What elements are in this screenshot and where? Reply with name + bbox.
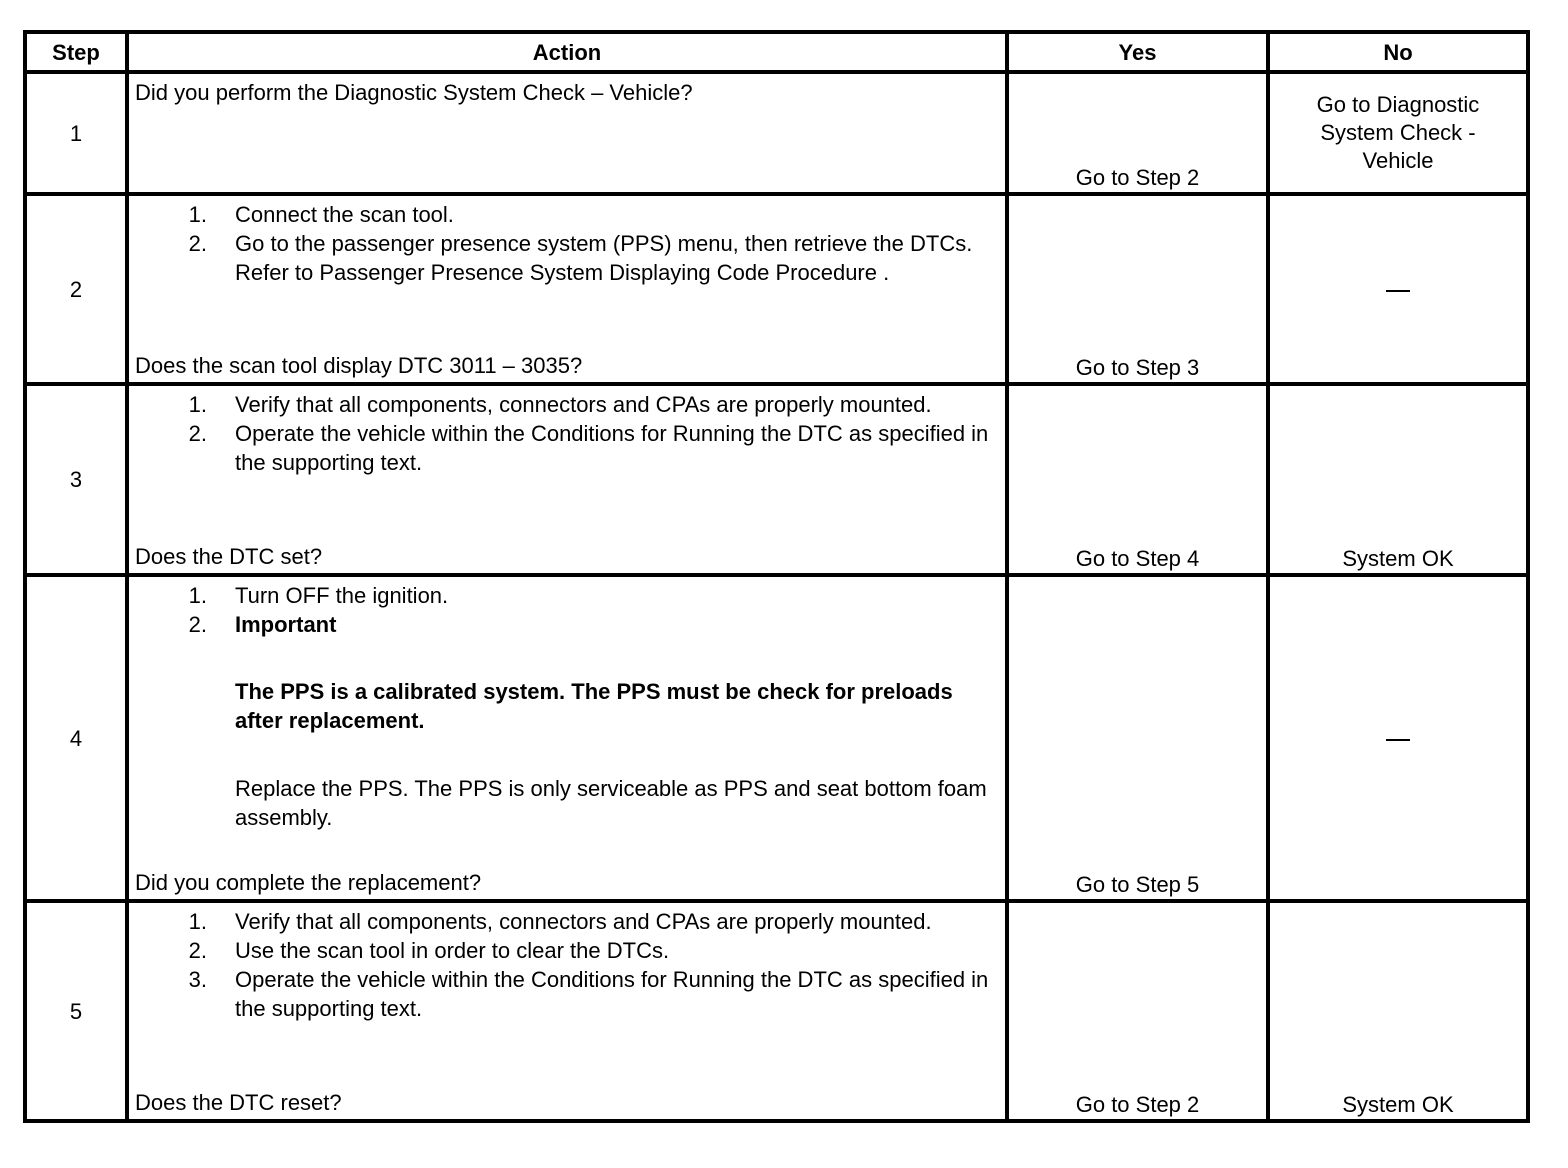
no-cell <box>1268 575 1528 901</box>
dash-icon <box>1386 739 1410 741</box>
yes-cell: Go to Step 4 <box>1007 384 1268 575</box>
action-list <box>135 390 999 477</box>
header-action: Action <box>127 32 1007 72</box>
table-row <box>25 194 1528 384</box>
header-step: Step <box>25 32 127 72</box>
action-list <box>135 907 999 1023</box>
question: Does the DTC set? <box>135 544 323 569</box>
action-cell <box>127 575 1007 901</box>
step-number: 1 <box>25 72 127 194</box>
list-item: 1. Verify that all components, connectors and CPAs are properly mounted. <box>188 392 932 417</box>
step-number: 4 <box>25 575 127 901</box>
diagnostic-table <box>23 30 1530 1123</box>
table-row <box>25 72 1528 194</box>
important-note: The PPS is a calibrated system. The PPS must be check for preloads after replacement. <box>235 679 953 733</box>
yes-cell: Go to Step 3 <box>1007 194 1268 384</box>
list-item: 2. Important <box>188 612 337 637</box>
no-text: Go to Diagnostic System Check - Vehicle <box>1316 92 1480 173</box>
list-item: 2. Go to the passenger presence system (PPS) menu, then retrieve the DTCs. Refer to Passenger Presence System Displaying Code Procedure . <box>188 231 973 285</box>
list-item: 3. Operate the vehicle within the Conditions for Running the DTC as specified in the supporting text. <box>188 967 989 1021</box>
yes-cell: Go to Step 2 <box>1007 901 1268 1121</box>
step-number: 5 <box>25 901 127 1121</box>
header-row <box>25 32 1528 72</box>
question: Does the DTC reset? <box>135 1090 342 1115</box>
question: Did you complete the replacement? <box>135 870 482 895</box>
question: Did you perform the Diagnostic System Check – Vehicle? <box>135 80 693 105</box>
table-row <box>25 575 1528 901</box>
no-cell: System OK <box>1268 901 1528 1121</box>
no-cell: System OK <box>1268 384 1528 575</box>
list-item: 1. Connect the scan tool. <box>188 202 454 227</box>
list-item: 2. Operate the vehicle within the Conditions for Running the DTC as specified in the supporting text. <box>188 421 989 475</box>
step-number: 2 <box>25 194 127 384</box>
action-list <box>135 200 999 287</box>
header-yes: Yes <box>1007 32 1268 72</box>
action-cell <box>127 194 1007 384</box>
header-no: No <box>1268 32 1528 72</box>
yes-cell: Go to Step 2 <box>1007 72 1268 194</box>
table-row <box>25 384 1528 575</box>
no-cell <box>1268 194 1528 384</box>
action-cell <box>127 901 1007 1121</box>
instruction-text: Replace the PPS. The PPS is only serviceable as PPS and seat bottom foam assembly. <box>235 776 987 830</box>
table-row <box>25 901 1528 1121</box>
list-item: 1. Verify that all components, connectors and CPAs are properly mounted. <box>188 909 932 934</box>
dash-icon <box>1386 290 1410 292</box>
action-list <box>135 581 999 639</box>
question: Does the scan tool display DTC 3011 – 3035? <box>135 353 583 378</box>
list-item: 1. Turn OFF the ignition. <box>188 583 449 608</box>
action-cell <box>127 384 1007 575</box>
yes-cell: Go to Step 5 <box>1007 575 1268 901</box>
action-cell <box>127 72 1007 194</box>
step-number: 3 <box>25 384 127 575</box>
list-item: 2. Use the scan tool in order to clear the DTCs. <box>188 938 670 963</box>
no-cell <box>1268 72 1528 194</box>
